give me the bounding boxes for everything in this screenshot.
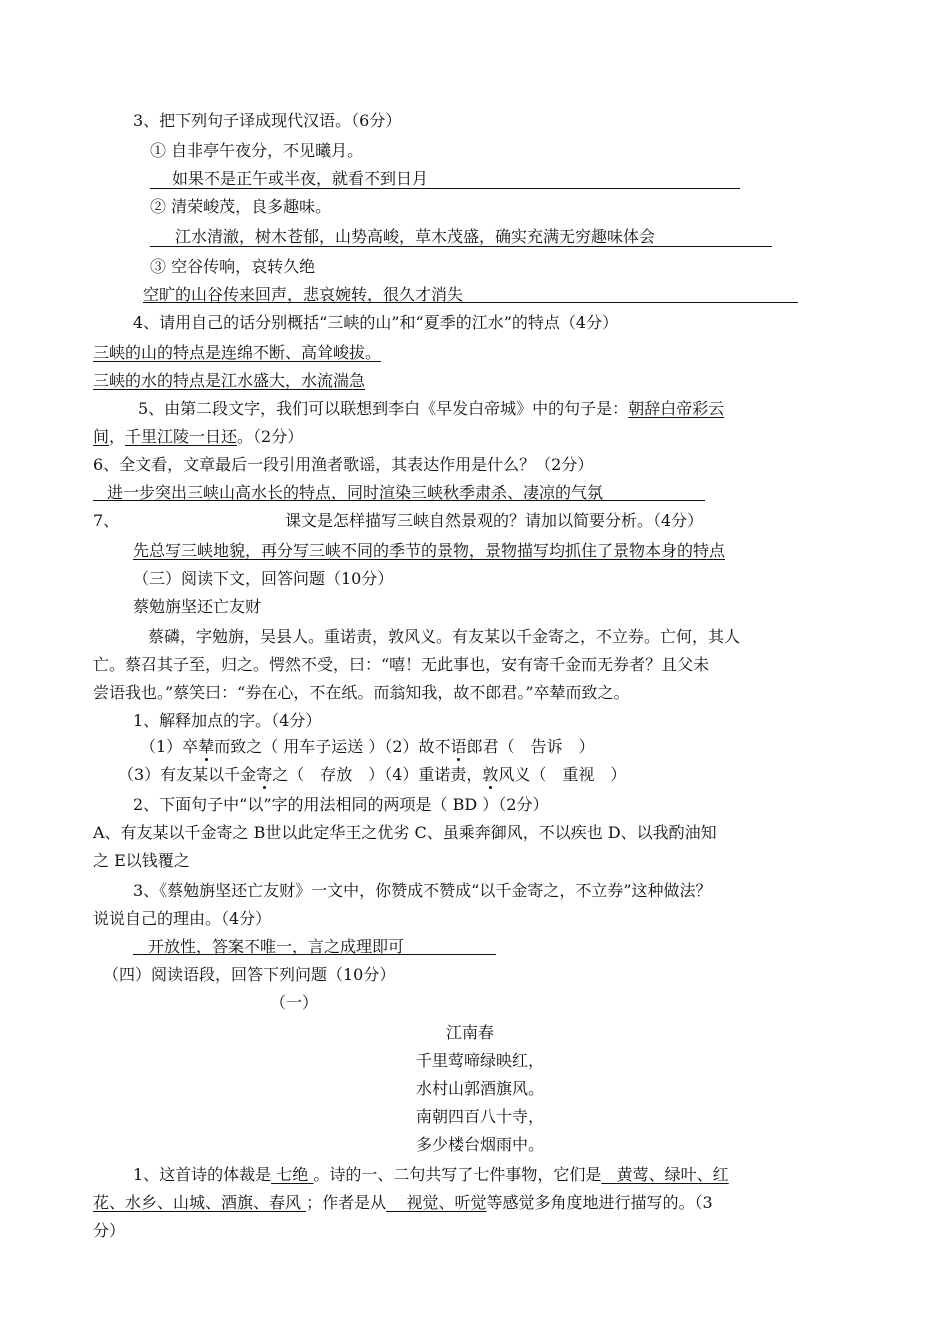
dotted-char-yu: 语 [450, 737, 467, 756]
q7-number: 7、 [93, 511, 120, 530]
q3-answer-1-underline [150, 188, 740, 189]
sec4-q1-senses-a: 视觉、 [406, 1193, 455, 1212]
q1-l1-e: 郎君（ 告诉 ） [466, 737, 595, 756]
sec4-q1-a: 1、这首诗的体裁是 [133, 1165, 272, 1184]
q6-title: 6、全文看，文章最后一段引用渔者歌谣，其表达作用是什么？（2分） [93, 455, 594, 474]
q3-answer-3-underline [143, 302, 798, 303]
q3-sentence-3: ③ 空谷传响，哀转久绝 [150, 257, 316, 276]
poem-title: 江南春 [446, 1023, 495, 1042]
q7-title: 课文是怎样描写三峡自然景观的？请加以简要分析。（4分） [285, 511, 704, 530]
q5-line-1 [138, 398, 724, 420]
passage-line-2: 亡。蔡召其子至，归之。愕然不受，曰：“嘻！无此事也，安有寄千金而无券者？且父未 [93, 655, 710, 674]
sec4-q1-items-b: 花、水乡、山城、酒旗、春风 [93, 1193, 302, 1212]
q4-answer-water: 三峡的水的特点是江水盛大，水流湍急 [93, 371, 366, 390]
q4-title: 4、请用自己的话分别概括“三峡的山”和“夏季的江水”的特点（4分） [133, 313, 619, 332]
q4-answer-mountain: 三峡的山的特点是连绵不断、高耸峻拔。 [93, 343, 382, 362]
sec4-q1-line-3: 分） [93, 1221, 126, 1240]
q3-answer-2: 江水清澈，树木苍郁，山势高峻，草木茂盛，确实充满无穷趣味体会 [175, 227, 656, 246]
q1-l2-c: 之（ 存放 ）（4）重诺责， [272, 765, 483, 784]
sec4-q1-i: 等感觉多角度地进行描写的。（3 [486, 1193, 713, 1212]
q5-tail: 。（2分） [237, 427, 304, 446]
q3-answer-3: 空旷的山谷传来回声，悲哀婉转，很久才消失 [143, 285, 464, 304]
q1-l1-a: （1）卒 [140, 737, 199, 756]
dotted-char-dun: 敦 [482, 765, 499, 784]
sec4-q1-f: ；作者是从 [306, 1193, 387, 1212]
sec3-q1-line-2 [118, 764, 626, 786]
q5-answer-a: 朝辞白帝彩云 [628, 399, 725, 418]
q1-l2-e: 风义（ 重视 ） [498, 765, 627, 784]
sec4-q1-line-2 [93, 1192, 713, 1214]
sec3-q2-options-1: A、有友某以千金寄之 B世以此定华王之优劣 C、虽乘奔御风，不以疾也 D、以我酌油知 [93, 823, 717, 842]
q3-sentence-2: ② 清荣峻茂，良多趣味。 [150, 197, 332, 216]
q5-comma: ， [109, 427, 126, 446]
q6-answer-underline [93, 500, 705, 501]
q5-lead: 5、由第二段文字，我们可以联想到李白《早发白帝城》中的句子是： [138, 399, 629, 418]
poem-line-2: 水村山郭酒旗风。 [416, 1079, 545, 1098]
poem-line-4: 多少楼台烟雨中。 [416, 1135, 545, 1154]
sec4-q1-genre: 七绝 [276, 1165, 309, 1184]
sec3-q3-line-2: 说说自己的理由。（4分） [93, 909, 272, 928]
q3-answer-1: 如果不是正午或半夜，就看不到日月 [172, 169, 429, 188]
q3-answer-2-underline [150, 246, 772, 247]
sec3-q1-line-1 [140, 736, 595, 758]
sec4-q1-senses-b: 听觉 [454, 1193, 487, 1212]
q5-line-2 [93, 426, 303, 448]
passage-line-3: 尝语我也。”蔡笑曰：“券在心，不在纸。而翁知我，故不郎君。”卒辇而致之。 [93, 683, 630, 702]
sec4-q1-items-a: 黄莺、绿叶、红 [616, 1165, 729, 1184]
sec3-q3-answer-underline [133, 954, 496, 955]
q5-answer-b: 间 [93, 427, 110, 446]
sec4-q1-c: 。诗的一、二句共写了七件事物，它们是 [313, 1165, 602, 1184]
poem-line-3: 南朝四百八十寺， [416, 1107, 545, 1126]
sec3-q3-answer: 开放性，答案不唯一，言之成理即可 [148, 937, 405, 956]
q7-answer: 先总写三峡地貌，再分写三峡不同的季节的景物，景物描写均抓住了景物本身的特点 [133, 541, 726, 560]
dotted-char-ji: 寄 [256, 765, 273, 784]
sec3-q2-title: 2、下面句子中“以”字的用法相同的两项是（ BD ）（2分） [133, 795, 549, 814]
poem-line-1: 千里莺啼绿映红， [416, 1051, 545, 1070]
sec3-q1-title: 1、解释加点的字。（4分） [133, 711, 322, 730]
section4-part: （一） [270, 993, 319, 1012]
sec4-q1-line-1 [133, 1164, 729, 1186]
sec3-q3-line-1: 3、《蔡勉旃坚还亡友财》一文中，你赞成不赞成“以千金寄之，不立券”这种做法？ [133, 881, 712, 900]
sec3-q2-options-2: 之 E以钱覆之 [93, 851, 190, 870]
q5-answer-c: 千里江陵一日还 [125, 427, 238, 446]
passage-line-1: 蔡磷，字勉旃，吴县人。重诺责，敦风义。有友某以千金寄之，不立券。亡何，其人 [148, 627, 741, 646]
q3-title: 3、把下列句子译成现代汉语。（6分） [133, 111, 402, 130]
q3-sentence-1: ① 自非亭午夜分，不见曦月。 [150, 141, 364, 160]
q1-l1-c: 而致之（ 用车子运送 ）（2）故不 [214, 737, 451, 756]
dotted-char-nian: 辇 [198, 737, 215, 756]
section4-heading: （四）阅读语段，回答下列问题（10分） [103, 965, 396, 984]
q6-answer: 进一步突出三峡山高水长的特点，同时渲染三峡秋季肃杀、凄凉的气氛 [107, 483, 604, 502]
passage-title: 蔡勉旃坚还亡友财 [133, 597, 262, 616]
section3-heading: （三）阅读下文，回答问题（10分） [133, 569, 394, 588]
q1-l2-a: （3）有友某以千金 [118, 765, 257, 784]
